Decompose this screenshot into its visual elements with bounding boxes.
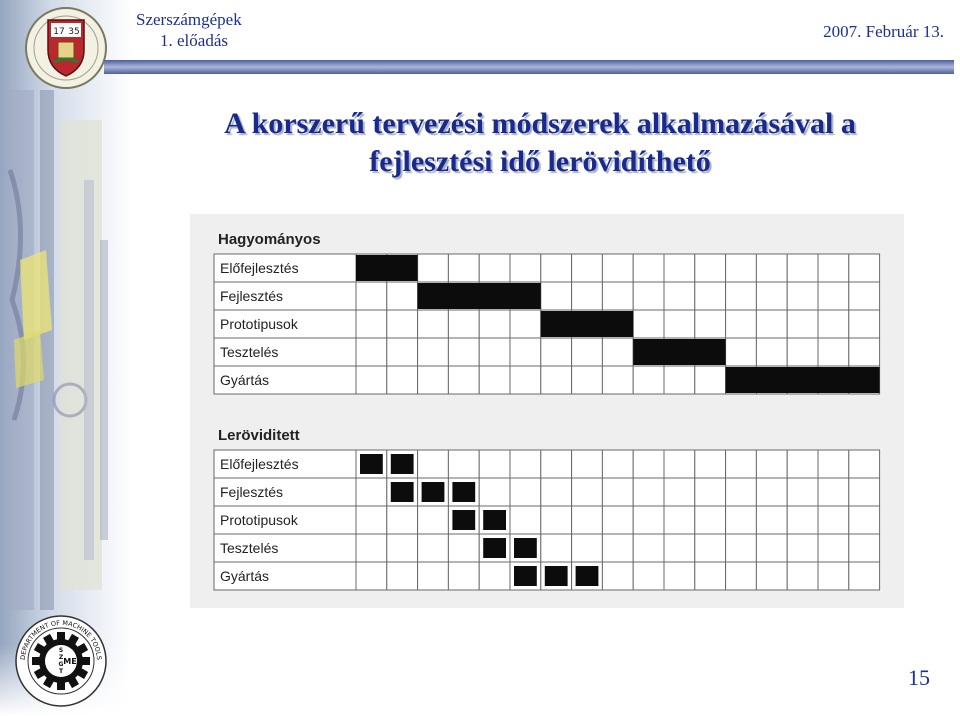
grid-cell (726, 506, 757, 534)
logo-ring-text: DEPARTMENT OF MACHINE TOOLS (18, 618, 104, 661)
grid-cell (356, 506, 387, 534)
decorative-side-image (0, 0, 132, 716)
grid-cell (726, 254, 757, 282)
grid-cell (572, 366, 603, 394)
grid-cell (726, 310, 757, 338)
logo-letter-z: Z (58, 654, 64, 661)
grid-cell (448, 254, 479, 282)
slide-title-line-2: fejlesztési idő lerövidíthető (369, 145, 711, 178)
gantt-block (452, 510, 475, 530)
grid-cell (479, 562, 510, 590)
grid-cell (479, 310, 510, 338)
gear-tooth (57, 682, 65, 690)
row-label: Tesztelés (220, 540, 279, 556)
grid-cell (479, 478, 510, 506)
gear-tooth (82, 657, 90, 665)
grid-cell (664, 282, 695, 310)
grid-cell (602, 478, 633, 506)
gantt-block (545, 566, 568, 586)
grid-cell (510, 450, 541, 478)
grid-cell (572, 506, 603, 534)
grid-cell (418, 534, 449, 562)
grid-cell (818, 478, 849, 506)
grid-cell (695, 562, 726, 590)
gear-tooth (57, 632, 65, 640)
grid-cell (664, 450, 695, 478)
header-date: 2007. Február 13. (823, 22, 944, 41)
grid-cell (787, 338, 818, 366)
row-label: Gyártás (220, 372, 270, 388)
grid-cell (602, 534, 633, 562)
grid-cell (787, 310, 818, 338)
grid-cell (633, 478, 664, 506)
grid-cell (849, 282, 880, 310)
course-name: Szerszámgépek (136, 10, 242, 29)
grid-cell (479, 450, 510, 478)
gantt-block (391, 454, 414, 474)
grid-cell (418, 338, 449, 366)
logo-letter-s: S (58, 647, 64, 654)
grid-cell (572, 282, 603, 310)
grid-cell (633, 366, 664, 394)
row-label: Fejlesztés (220, 484, 284, 500)
grid-cell (602, 506, 633, 534)
row-label: Prototipusok (220, 316, 298, 332)
grid-cell (664, 254, 695, 282)
grid-cell (602, 338, 633, 366)
section-title: Hagyományos (218, 231, 321, 248)
grid-cell (787, 282, 818, 310)
grid-cell (849, 562, 880, 590)
crest-year-right: 35 (68, 27, 80, 37)
grid-cell (418, 450, 449, 478)
grid-cell (541, 534, 572, 562)
grid-cell (572, 534, 603, 562)
grid-cell (818, 506, 849, 534)
grid-cell (387, 366, 418, 394)
grid-cell (695, 478, 726, 506)
grid-cell (787, 478, 818, 506)
grid-cell (633, 506, 664, 534)
grid-cell (448, 310, 479, 338)
gantt-block (391, 482, 414, 502)
grid-cell (849, 310, 880, 338)
grid-cell (633, 562, 664, 590)
grid-cell (633, 254, 664, 282)
university-crest-logo (24, 6, 108, 90)
grid-cell (510, 254, 541, 282)
grid-cell (572, 478, 603, 506)
grid-cell (572, 254, 603, 282)
grid-cell (664, 310, 695, 338)
grid-cell (418, 366, 449, 394)
grid-cell (541, 338, 572, 366)
grid-cell (541, 478, 572, 506)
grid-cell (695, 506, 726, 534)
row-label: Prototipusok (220, 512, 298, 528)
grid-cell (818, 282, 849, 310)
grid-cell (448, 534, 479, 562)
grid-cell (756, 310, 787, 338)
grid-cell (356, 478, 387, 506)
grid-cell (356, 338, 387, 366)
grid-cell (510, 310, 541, 338)
gantt-comparison-chart (190, 214, 904, 608)
grid-cell (356, 366, 387, 394)
grid-cell (818, 562, 849, 590)
row-label: Előfejlesztés (220, 260, 299, 276)
gantt-block (452, 482, 475, 502)
grid-cell (818, 338, 849, 366)
grid-cell (387, 282, 418, 310)
header-divider-bar (104, 56, 954, 76)
grid-cell (633, 534, 664, 562)
logo-letter-g: G (58, 661, 64, 668)
grid-cell (818, 310, 849, 338)
gantt-bar (633, 339, 725, 365)
grid-cell (448, 450, 479, 478)
grid-cell (726, 450, 757, 478)
gantt-bar (541, 311, 633, 337)
gantt-block (514, 566, 537, 586)
grid-cell (418, 506, 449, 534)
row-label: Előfejlesztés (220, 456, 299, 472)
grid-cell (602, 366, 633, 394)
grid-cell (664, 506, 695, 534)
grid-cell (818, 450, 849, 478)
crest-year-left: 17 (53, 27, 65, 37)
department-logo (14, 614, 108, 708)
grid-cell (448, 562, 479, 590)
grid-cell (756, 562, 787, 590)
grid-cell (572, 450, 603, 478)
grid-cell (510, 338, 541, 366)
grid-cell (602, 254, 633, 282)
grid-cell (664, 562, 695, 590)
gantt-bar (418, 283, 541, 309)
grid-cell (356, 310, 387, 338)
grid-cell (418, 310, 449, 338)
grid-cell (726, 338, 757, 366)
grid-cell (787, 506, 818, 534)
gantt-block (483, 538, 506, 558)
grid-cell (418, 562, 449, 590)
grid-cell (664, 366, 695, 394)
grid-cell (756, 506, 787, 534)
grid-cell (510, 478, 541, 506)
row-label: Fejlesztés (220, 288, 284, 304)
row-label: Gyártás (220, 568, 270, 584)
grid-cell (356, 534, 387, 562)
logo-letters-me: ME (63, 657, 77, 666)
grid-cell (787, 450, 818, 478)
grid-cell (448, 366, 479, 394)
grid-cell (448, 338, 479, 366)
grid-cell (479, 366, 510, 394)
grid-cell (726, 562, 757, 590)
header-course-info (136, 9, 242, 51)
grid-cell (541, 450, 572, 478)
grid-cell (664, 534, 695, 562)
grid-cell (756, 282, 787, 310)
grid-cell (726, 282, 757, 310)
grid-cell (418, 254, 449, 282)
grid-cell (849, 478, 880, 506)
grid-cell (387, 506, 418, 534)
grid-cell (541, 506, 572, 534)
grid-cell (756, 478, 787, 506)
grid-cell (695, 450, 726, 478)
gantt-bar (356, 255, 418, 281)
grid-cell (633, 282, 664, 310)
grid-cell (787, 562, 818, 590)
grid-cell (387, 310, 418, 338)
slide-title (140, 105, 940, 181)
grid-cell (726, 534, 757, 562)
grid-cell (387, 562, 418, 590)
grid-cell (726, 478, 757, 506)
grid-cell (849, 534, 880, 562)
grid-cell (756, 534, 787, 562)
grid-cell (849, 450, 880, 478)
grid-cell (510, 506, 541, 534)
grid-cell (356, 282, 387, 310)
gantt-block (360, 454, 383, 474)
grid-cell (695, 254, 726, 282)
grid-cell (849, 254, 880, 282)
grid-cell (479, 338, 510, 366)
grid-cell (849, 338, 880, 366)
grid-cell (541, 254, 572, 282)
grid-cell (849, 506, 880, 534)
gear-tooth (32, 657, 40, 665)
lecture-label: 1. előadás (160, 31, 228, 50)
grid-cell (787, 254, 818, 282)
grid-cell (787, 534, 818, 562)
logo-letter-t: T (58, 668, 64, 675)
grid-cell (387, 338, 418, 366)
section-title: Leröviditett (218, 427, 300, 444)
grid-cell (695, 310, 726, 338)
gantt-bar (726, 367, 880, 393)
row-label: Tesztelés (220, 344, 279, 360)
grid-cell (756, 338, 787, 366)
slide-title-line-1: A korszerű tervezési módszerek alkalmazásával a (224, 107, 856, 140)
grid-cell (602, 282, 633, 310)
grid-cell (602, 562, 633, 590)
grid-cell (695, 534, 726, 562)
grid-cell (356, 562, 387, 590)
gantt-svg (190, 214, 904, 608)
grid-cell (633, 310, 664, 338)
gantt-block (576, 566, 599, 586)
gantt-block (483, 510, 506, 530)
grid-cell (695, 366, 726, 394)
grid-cell (756, 450, 787, 478)
grid-cell (633, 450, 664, 478)
grid-cell (541, 366, 572, 394)
grid-cell (756, 254, 787, 282)
grid-cell (695, 282, 726, 310)
grid-cell (602, 450, 633, 478)
grid-cell (541, 282, 572, 310)
grid-cell (818, 254, 849, 282)
gantt-block (422, 482, 445, 502)
grid-cell (510, 366, 541, 394)
grid-cell (387, 534, 418, 562)
grid-cell (572, 338, 603, 366)
page-number: 15 (908, 665, 930, 690)
gantt-block (514, 538, 537, 558)
grid-cell (818, 534, 849, 562)
grid-cell (664, 478, 695, 506)
grid-cell (479, 254, 510, 282)
